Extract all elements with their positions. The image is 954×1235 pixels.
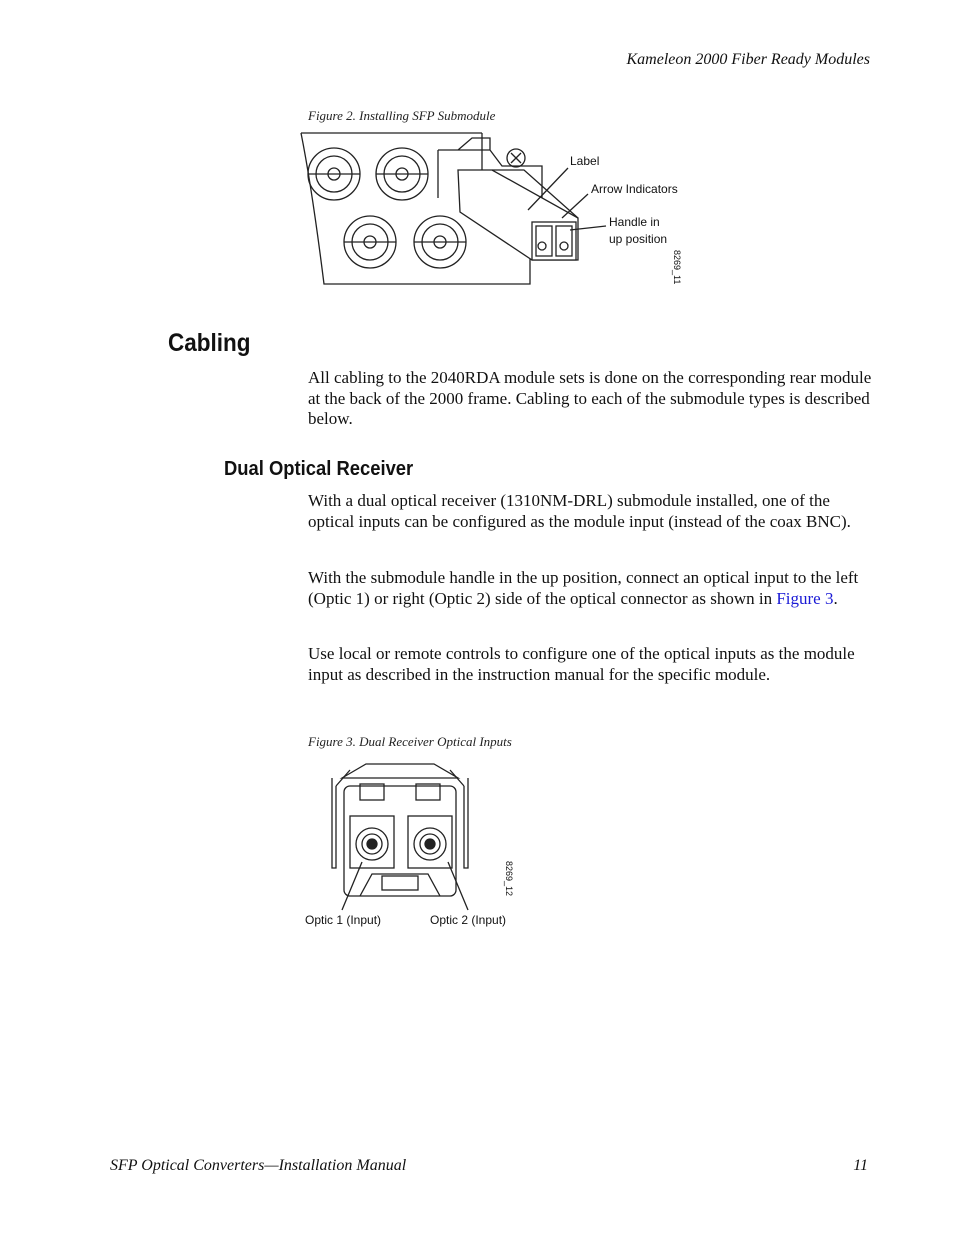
arrow-indicators-callout: Arrow Indicators [591, 182, 678, 196]
page-number: 11 [853, 1157, 868, 1174]
paragraph-text: . [833, 588, 838, 608]
bnc-connector [376, 148, 428, 200]
cabling-intro-paragraph: All cabling to the 2040RDA module sets is done on the corresponding rear module at the back of the 2000 frame. Cabling to each of the submodule types is described below. [308, 368, 872, 428]
figure-2-caption: Figure 2. Installing SFP Submodule [308, 108, 496, 123]
section-heading: Cabling [168, 329, 251, 357]
footer-manual-title: SFP Optical Converters—Installation Manual [110, 1157, 407, 1174]
subsection-heading: Dual Optical Receiver [224, 458, 414, 480]
paragraph-text: With the submodule handle in the up position, connect an optical input to the left (Optic 1) or right (Optic 2) side of the optical connector as shown in [308, 568, 859, 608]
dual-receiver-paragraph-2 [308, 568, 874, 609]
figure-code: 8269_11 [672, 250, 682, 285]
handle-callout-line2: up position [609, 232, 668, 246]
figure-3-link[interactable]: Figure 3 [776, 588, 834, 608]
label-callout: Label [570, 154, 600, 168]
bnc-connector [414, 216, 466, 268]
dual-receiver-connector-illustration [300, 756, 530, 932]
dual-receiver-paragraph-3: Use local or remote controls to configure one of the optical inputs as the module input as described in the instruction manual for the specific module. [308, 644, 855, 684]
optic-1-label: Optic 1 (Input) [305, 913, 382, 927]
optic-2-label: Optic 2 (Input) [430, 913, 507, 927]
bnc-connector [308, 148, 360, 200]
bnc-connector [344, 216, 396, 268]
figure-3-caption: Figure 3. Dual Receiver Optical Inputs [308, 734, 512, 749]
figure-code: 8269_12 [504, 861, 514, 897]
dual-receiver-paragraph-1: With a dual optical receiver (1310NM-DRL) submodule installed, one of the optical inputs can be configured as the module input (instead of the coax BNC). [308, 491, 851, 531]
handle-callout-line1: Handle in [609, 215, 660, 229]
running-header: Kameleon 2000 Fiber Ready Modules [626, 51, 870, 68]
sfp-installation-illustration [296, 128, 696, 290]
